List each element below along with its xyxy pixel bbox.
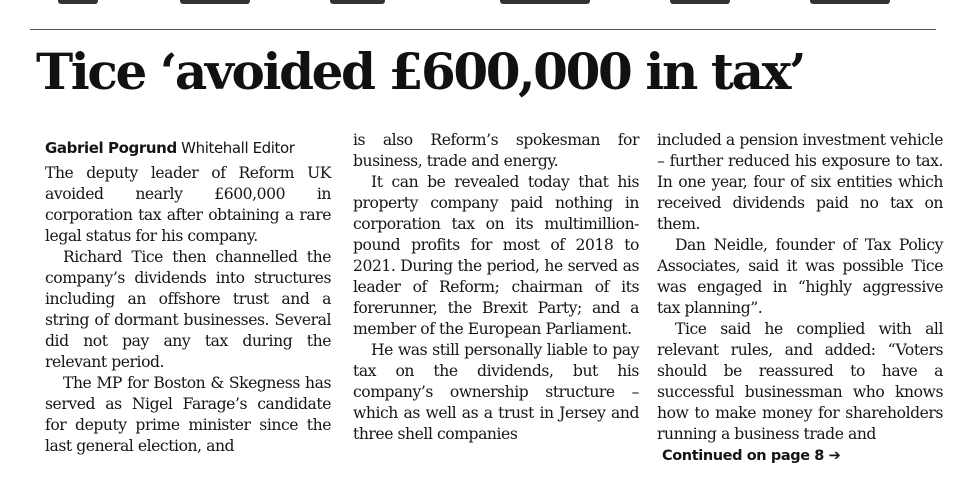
paragraph: Dan Neidle, founder of Tax Policy Associates, said it was possible Tice was engaged in “highly aggressive tax planning”. xyxy=(657,236,943,317)
paragraph: is also Reform’s spokesman for business, trade and energy. xyxy=(353,131,639,170)
paragraph: The MP for Boston & Skegness has served as Nigel Farage’s candidate for deputy prime minister since the last general election, and xyxy=(45,374,331,455)
article-column-2 xyxy=(353,130,639,445)
byline xyxy=(45,138,331,158)
top-rule xyxy=(30,29,936,30)
paragraph: included a pension investment vehicle – further reduced his exposure to tax. In one year, four of six entities which received dividends paid no tax on them. xyxy=(657,131,943,233)
paragraph: The deputy leader of Reform UK avoided nearly £600,000 in corporation tax after obtaining a rare legal status for his company. xyxy=(45,164,331,245)
paragraph: It can be revealed today that his property company paid nothing in corporation tax on its multimillion-pound profits for most of 2018 to 2021. During the period, he served as leader of Reform; chairman of its forerunner, the Brexit Party; and a member of the European Parliament. xyxy=(353,173,639,338)
paragraph: He was still personally liable to pay tax on the dividends, but his company’s ownership structure – which as well as a trust in Jersey and three shell companies xyxy=(353,341,639,443)
byline-author: Gabriel Pogrund xyxy=(45,139,177,157)
paragraph: Richard Tice then channelled the company’s dividends into structures including an offshore trust and a string of dormant businesses. Several did not pay any tax during the relevant period. xyxy=(45,248,331,371)
byline-role: Whitehall Editor xyxy=(181,139,295,157)
article-column-3 xyxy=(657,130,943,467)
headline: Tice ‘avoided £600,000 in tax’ xyxy=(36,42,805,101)
paragraph: Tice said he complied with all relevant rules, and added: “Voters should be reassured to have a successful businessman who knows how to make money for shareholders running a business trade and xyxy=(657,320,943,443)
continued-on-page-link[interactable]: Continued on page 8 ➔ xyxy=(662,448,841,464)
cropped-text-fragment xyxy=(30,0,936,8)
article-column-1 xyxy=(45,138,331,457)
